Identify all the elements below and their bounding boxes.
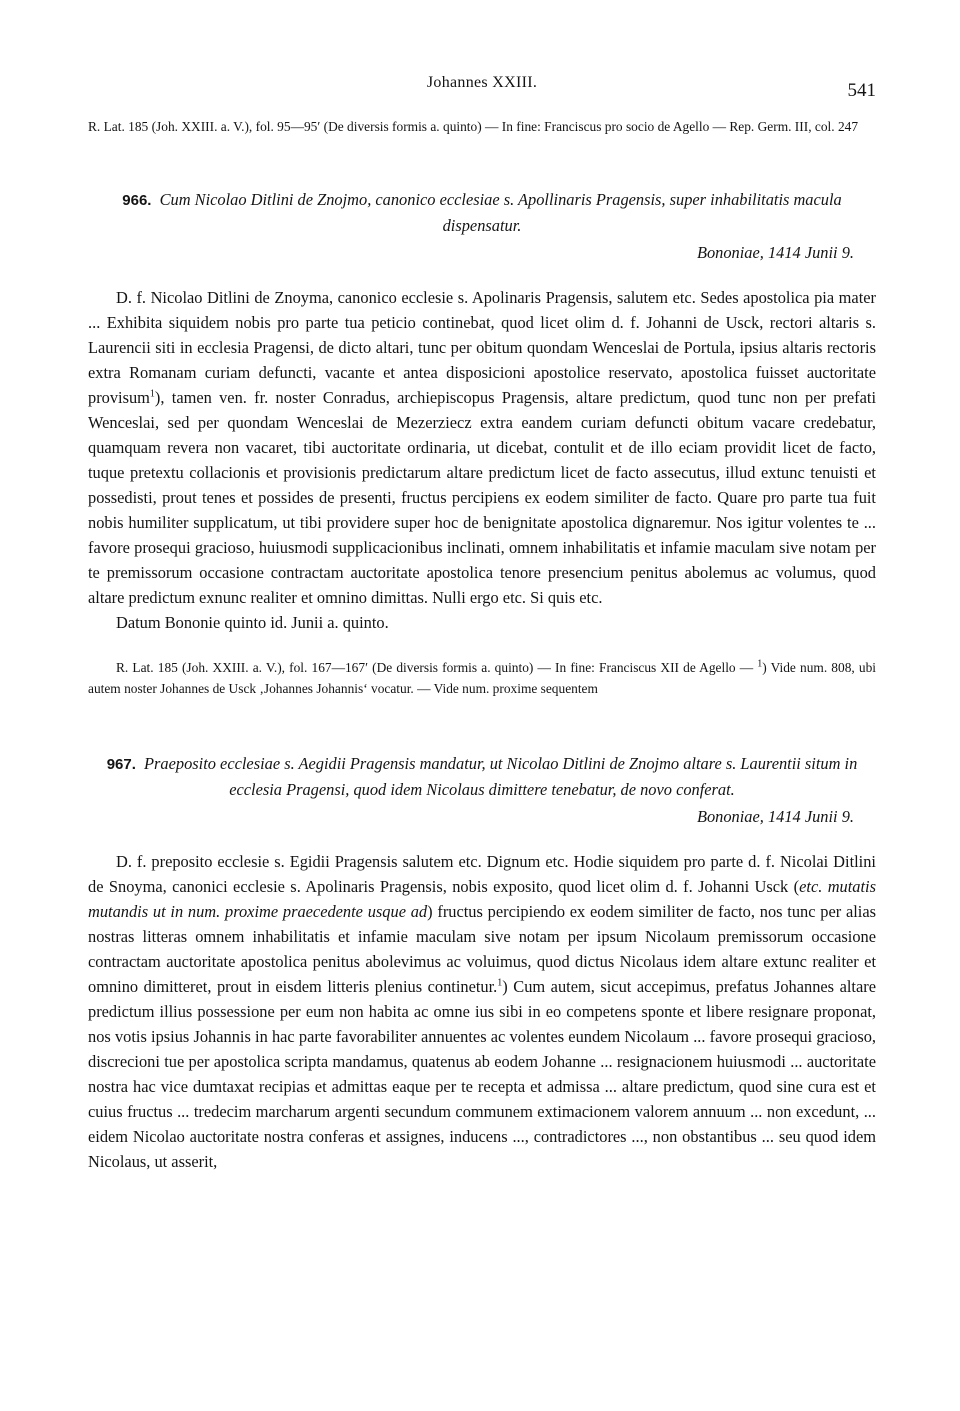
previous-entry-note: R. Lat. 185 (Joh. XXIII. a. V.), fol. 95—95′ (De diversis formis a. quinto) — In fine: Franciscus pro socio de Agello — Rep. Germ. III, col. 247 — [88, 119, 859, 134]
entry-967-text-italic: etc. mutatis mutandis ut in num. proxime praecedente usque ad — [88, 877, 876, 921]
running-title: Johannes XXIII. — [426, 74, 538, 91]
entry-966-note — [88, 657, 876, 699]
entry-966-note-part-2: ) Vide num. 808, ubi autem noster Johannes de Usck ‚Johannes Johannis‘ vocatur. — Vide num. proxime sequentem — [88, 660, 876, 696]
entry-966-text-part-1: D. f. Nicolao Ditlini de Znoyma, canonico ecclesie s. Apolinaris Pragensis, salutem etc. Sedes apostolica pia mater ... Exhibita siquidem nobis pro parte tua peticio continebat, quod licet olim d. f. Johanni de Usck, rectori altaris s. Laurencii siti in ecclesia Pragensi, de dicto altari, tunc per obitum quondam Wenceslai de Portula, ipsius altaris rectoris extra Romanam curiam defuncti, vacante et antea disposicioni apostolice reservato, apostolica fuisset auctoritate provisum — [88, 288, 876, 407]
entry-967-text-part-2: ) fructus percipiendo ex eodem similiter de facto, nos tunc per alias nostras litteras omnem inhabilitatis et infamie maculam sive notam per ipsum Nicolaum premissorum occasione contractam auctoritate apostolica penitus abolevimus ac voluimus, quod dictus Nicolaus idem altare extunc realiter et omnino dimitteret, prout in eisdem litteris plenius continetur. — [88, 902, 877, 996]
entry-966-footnote-marker: 1 — [149, 388, 155, 400]
entry-967-place-date: Bononiae, 1414 Junii 9. — [696, 807, 854, 826]
entry-966-number: 966. — [122, 192, 152, 209]
entry-966-place-date: Bononiae, 1414 Junii 9. — [696, 243, 854, 262]
entry-967-text-part-1: D. f. preposito ecclesie s. Egidii Pragensis salutem etc. Dignum etc. Hodie siquidem pro parte d. f. Nicolai Ditlini de Snoyma, canonici ecclesie s. Apolinaris Pragensis, nobis exposito, quod licet olim d. f. Johanni Usck ( — [88, 852, 876, 896]
entry-967-heading — [88, 751, 876, 802]
entry-966-note-marker: 1 — [757, 658, 763, 670]
entry-966-text-part-2: ), tamen ven. fr. noster Conradus, archiepiscopus Pragensis, altare predictum, quod tunc non per prefati Wenceslai, sed per quondam Wenceslai de Mezerziecz extra eandem curiam defuncti obitum vacare credebatur, quamquam revera non vacaret, tibi auctoritate ordinaria, ut dicebat, contulit et de illo eciam providit licet de facto, tuque pretextu collacionis et provisionis predictarum altare predictum licet de facto assecutus, illud extunc tenuisti et possedisti, prout tenes et possides de presenti, fructus percipiens ex eodem similiter de facto. Quare pro parte tua fuit nobis humiliter supplicatum, ut tibi providere super hoc de benignitate apostolica dignaremur. Nos igitur volentes te ... favore prosequi gracioso, huiusmodi supplicacionibus inclinati, omnem inhabilitatis et infamie maculam sive notam per te premissorum occasione contractam auctoritate apostolica tenore presencium penitus abolemus ac volumus, quod altare predictum exnunc realiter et omnino dimittas. Nulli ergo etc. Si quis etc. — [88, 388, 876, 607]
entry-966-datum: Datum Bononie quinto id. Junii a. quinto. — [116, 613, 389, 632]
entry-967-number: 967. — [106, 756, 136, 773]
entry-967-text-part-3: ) Cum autem, sicut accepimus, prefatus Johannes altare predictum illius possessione per eum non habita ac omne ius sibi in eo competens sponte et libere resignare proponat, nos votis ipsius Johannis in hac parte favorabiliter annuentes ac volentes eundem Nicolaum ... favore prosequi gracioso, discrecioni tue per apostolica scripta mandamus, quatenus ab eodem Johanne ... resignacionem huiusmodi ... auctoritate nostra hac vice dumtaxat recipias et admittas eaque per te recepta et admissa ... altare predictum, quod sine cura est et cuius fructus ... tredecim marcharum argenti secundum communem extimacionem valorem annuum ... non excedunt, ... eidem Nicolao auctoritate nostra conferas et assignes, inducens ..., contradictores ..., non obstantibus ... seu quod idem Nicolaus, ut asserit, — [88, 977, 876, 1171]
entry-967-footnote-marker: 1 — [497, 977, 503, 989]
page-number: 541 — [847, 80, 876, 101]
entry-967-summary: Praeposito ecclesiae s. Aegidii Pragensis mandatur, ut Nicolao Ditlini de Znojmo altare s. Laurentii situm in ecclesia Pragensi, quod idem Nicolaus dimittere tenebatur, de novo conferat. — [144, 754, 858, 799]
entry-966-summary: Cum Nicolao Ditlini de Znojmo, canonico ecclesiae s. Apollinaris Pragensis, super inhabilitatis macula dispensatur. — [159, 190, 842, 235]
entry-966-text — [88, 285, 876, 610]
page — [88, 0, 876, 1174]
entry-966-heading — [88, 187, 876, 238]
entry-966-note-part-1: R. Lat. 185 (Joh. XXIII. a. V.), fol. 167—167′ (De diversis formis a. quinto) — In fine: Franciscus XII de Agello — — [116, 660, 758, 675]
entry-967-text — [88, 849, 876, 1174]
running-head — [88, 70, 876, 110]
